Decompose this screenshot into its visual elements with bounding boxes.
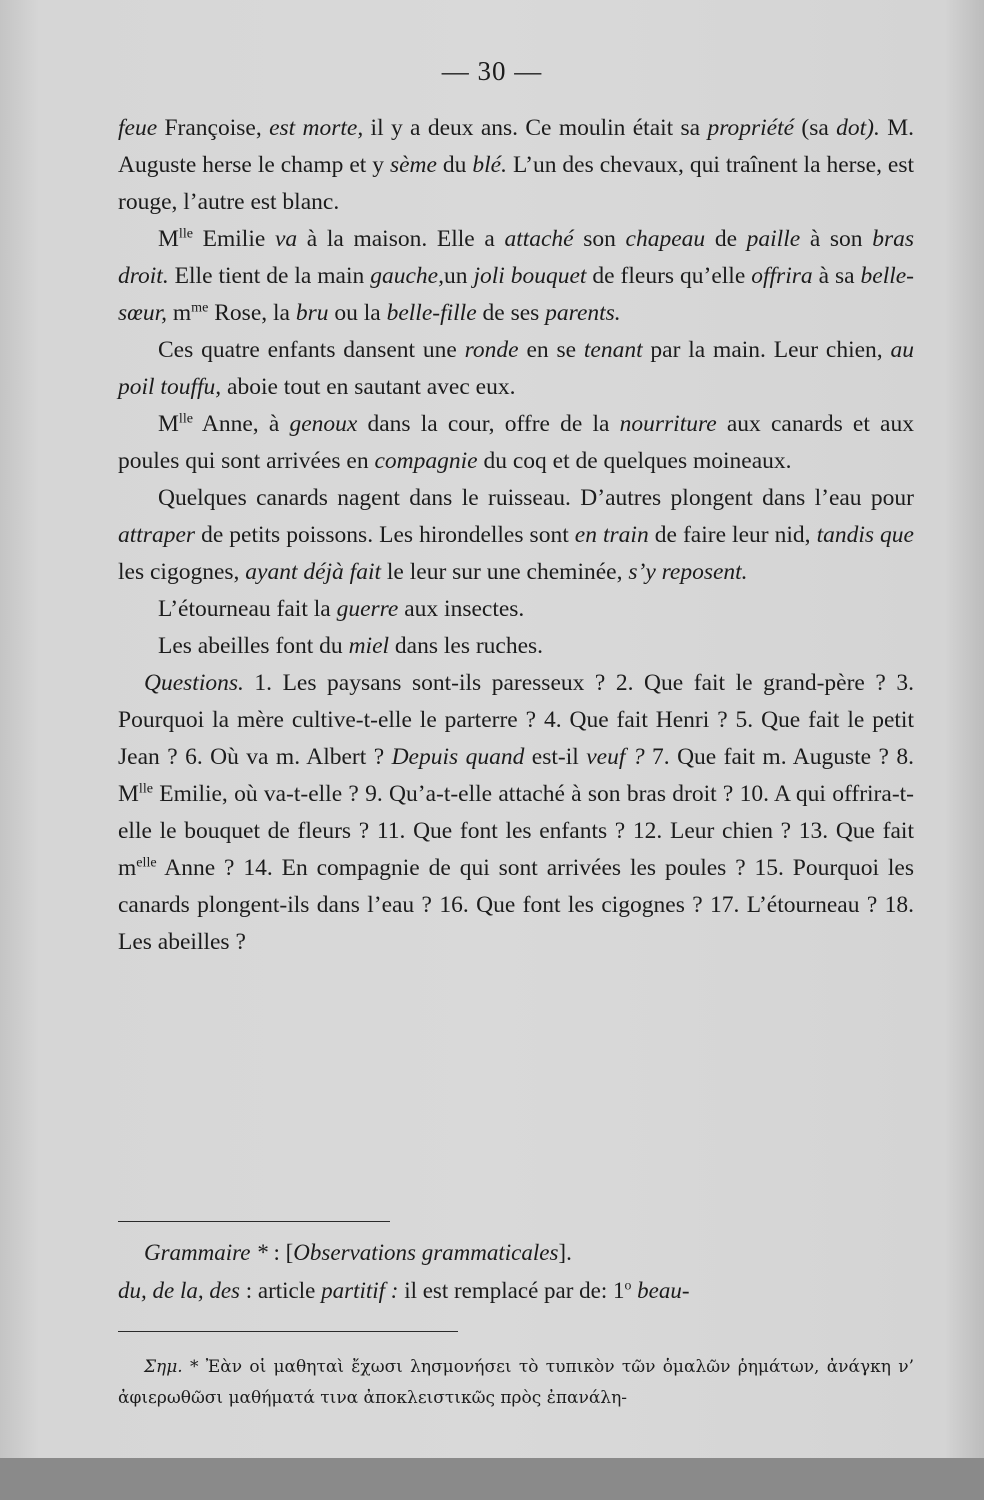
paragraph [118,406,914,480]
italic-text: attaché [504,226,574,252]
superscript: elle [136,854,157,871]
grammar-heading [118,1234,914,1272]
text-run: est-il [524,744,587,770]
text-run: de [705,226,747,252]
italic-text: partitif : [321,1278,399,1303]
italic-text: est morte, [269,115,364,141]
superscript: me [191,299,209,316]
text-run: un [443,263,474,289]
text-run: aux canards et aux poules qui sont arrivées en [118,411,914,474]
text-run: ou la [328,300,387,326]
text-run: le leur sur une cheminée, [381,559,629,585]
text-run: dans la cour, offre de la [357,411,620,437]
paragraph [118,591,914,628]
text-run: : [ [267,1240,294,1265]
text-run: à son [800,226,873,252]
text-run: en se [518,337,584,363]
section-divider [118,1221,390,1222]
text-run: Quelques canards nagent dans le ruisseau. D’autres plongent dans l’eau pour [158,485,914,511]
italic-text: bru [295,300,329,326]
italic-text: du, de la, des [118,1278,241,1303]
italic-text: belle-fille [386,300,477,326]
italic-text: Depuis quand [391,744,525,770]
text-run: Rose, la [208,300,296,326]
italic-text: en train [574,522,649,548]
page-number: — 30 — [441,56,543,86]
paragraph [118,480,914,591]
italic-text: dot). [836,115,880,141]
italic-text: s’y reposent. [628,559,748,585]
paragraph [118,332,914,406]
text-run: Anne ? 14. En compagnie de qui sont arrivées les poules ? 15. Pourquoi les canards plongent-ils dans l’eau ? 16. Que font les cigognes ? 17. L’étourneau ? 18. Les abeilles ? [118,855,914,955]
italic-text: tandis que [816,522,914,548]
text-run: dans les ruches. [389,633,544,659]
text-run: : article [240,1278,322,1303]
text-run: L’un des chevaux, qui traînent la herse, est rouge, l’autre est blanc. [118,152,915,215]
superscript: lle [178,410,193,427]
body-text [118,110,914,961]
text-run: 1. Les paysans sont-ils paresseux ? 2. Que fait le grand-père ? 3. Pourquoi la mère cultive-t-elle le parterre ? 4. Que fait Henri ? 5. Que fait le petit Jean ? 6. Où va m. Albert ? [118,670,914,770]
italic-text: chapeau [625,226,706,252]
paragraph [118,221,914,332]
italic-text: joli bouquet [473,263,587,289]
text-run: aux insectes. [398,596,525,622]
italic-text: Observations grammaticales [293,1240,559,1265]
italic-text: sème [389,152,437,178]
paragraph [118,110,914,221]
text-run: Anne, à [193,411,290,437]
text-run: ]. [558,1240,572,1265]
italic-text: tenant [583,337,643,363]
italic-text: au poil touffu, [118,337,914,400]
text-run: M [158,226,179,252]
italic-text: ayant déjà fait [245,559,382,585]
page-bottom-edge [0,1458,984,1500]
text-run: Les abeilles font du [158,633,349,659]
text-run: du coq et de quelques moineaux. [477,448,792,474]
text-run: M. Auguste herse le champ et y [118,115,914,178]
italic-text: bras droit. [118,226,914,289]
italic-text: gauche, [370,263,444,289]
italic-text: ronde [464,337,519,363]
grammar-rule [118,1272,914,1310]
italic-text: Grammaire * [144,1240,268,1265]
text-run: 7. Que fait m. Auguste ? 8. M [118,744,914,807]
text-run: aboie tout en sautant avec eux. [221,374,516,400]
italic-text: nourriture [619,411,717,437]
text-run: Emilie [193,226,275,252]
text-run: (sa [794,115,837,141]
text-run: du [436,152,473,178]
superscript: o [624,1277,632,1293]
italic-text: feue [118,115,158,141]
italic-text: compagnie [374,448,478,474]
text-run: Ces quatre enfants dansent une [158,337,465,363]
text-run: à sa [812,263,861,289]
text-run: de fleurs qu’elle [586,263,752,289]
italic-text: parents. [545,300,621,326]
text-run: à la maison. Elle a [297,226,505,252]
text-run: Emilie, où va-t-elle ? 9. Qu’a-t-elle attaché à son bras droit ? 10. A qui offrira-t-elle le bouquet de fleurs ? 11. Que font les enfants ? 12. Leur chien ? 13. Que fait m [118,781,914,881]
grammar-section [118,1234,914,1310]
footnote [118,1352,914,1414]
italic-text: offrira [751,263,813,289]
italic-text: attraper [118,522,196,548]
italic-text: Σημ. [144,1357,183,1377]
italic-text: miel [348,633,390,659]
footnote-text [118,1352,914,1414]
italic-text: veuf ? [586,744,645,770]
italic-text: Questions. [144,670,244,696]
text-run: par la main. Leur chien, [642,337,891,363]
text-run: de faire leur nid, [648,522,817,548]
text-run: * Ἐὰν οἱ μαθηταὶ ἔχωσι λησμονήσει τὸ τυπικὸν τῶν ὁμαλῶν ῥημάτων, ἀνάγκη ν’ ἀφιερωθῶσι μαθήματά τινα ἀποκλειστικῶς πρὸς ἐπανάλη- [118,1357,914,1408]
text-run: L’étourneau fait la [158,596,337,622]
superscript: lle [178,225,193,242]
text-run: Françoise, [157,115,270,141]
text-run: son [573,226,626,252]
italic-text: guerre [336,596,399,622]
text-run: M [158,411,179,437]
text-run: de ses [476,300,546,326]
text-run: Elle tient de la main [168,263,371,289]
superscript: lle [138,780,153,797]
text-run: il y a deux ans. Ce moulin était sa [363,115,708,141]
italic-text: blé. [472,152,507,178]
italic-text: propriété [707,115,795,141]
footnote-divider [118,1331,458,1332]
italic-text: paille [746,226,801,252]
italic-text: va [274,226,298,252]
questions-paragraph [118,665,914,961]
italic-text: genoux [289,411,358,437]
text-run: m [167,300,192,326]
italic-text: belle-sœur, [118,263,915,326]
paragraph [118,628,914,665]
text-run: il est remplacé par de: 1 [398,1278,625,1303]
text-run: les cigognes, [118,559,246,585]
text-run: de petits poissons. Les hirondelles sont [195,522,575,548]
italic-text: beau- [637,1278,690,1303]
